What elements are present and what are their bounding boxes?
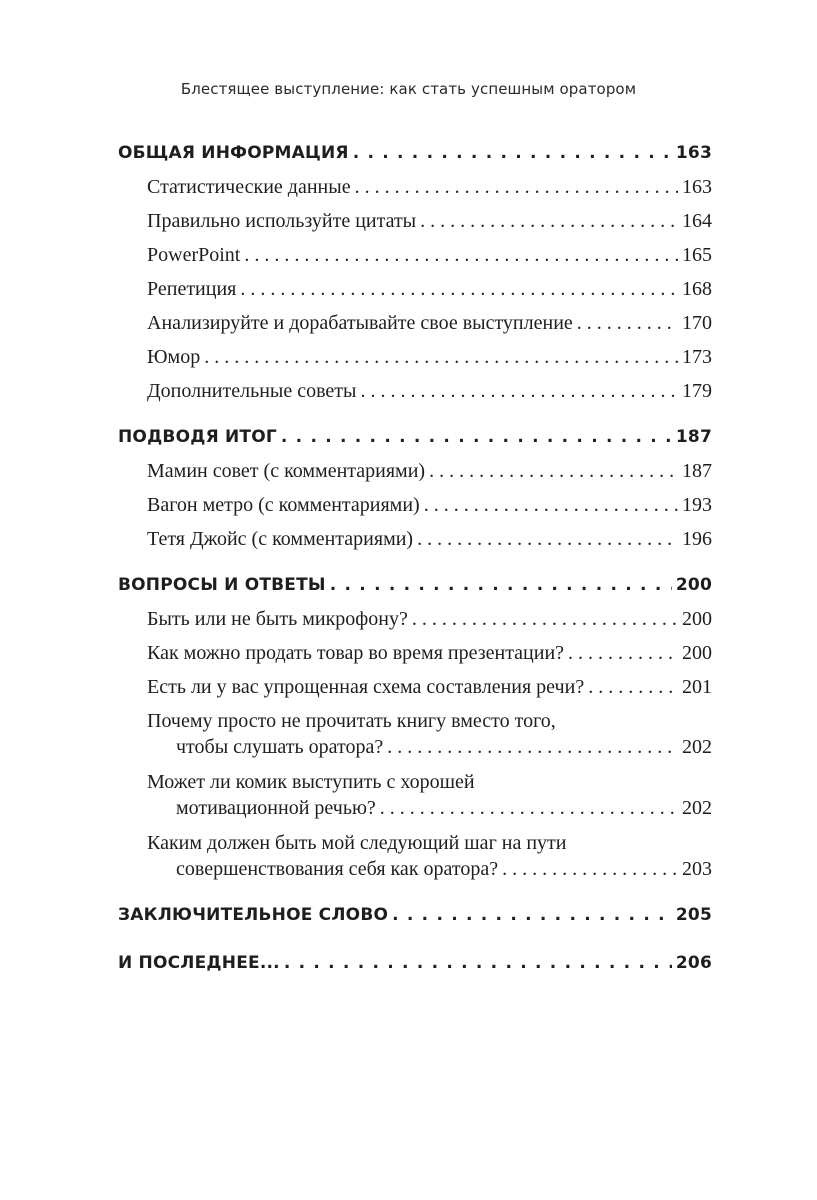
page-number: 193: [682, 494, 712, 516]
entry-title: Есть ли у вас упрощенная схема составления речи?: [147, 676, 585, 698]
toc-entry[interactable]: [147, 312, 712, 335]
leader-dots: [577, 312, 678, 335]
toc-entry[interactable]: [147, 380, 712, 403]
leader-dots: [355, 176, 678, 199]
page-number: 165: [682, 244, 712, 266]
page-number: 168: [682, 278, 712, 300]
entry-title: Мамин совет (с комментариями): [147, 460, 426, 482]
toc-entry[interactable]: [147, 528, 712, 551]
entry-title: Дополнительные советы: [147, 380, 357, 402]
toc-entry[interactable]: [176, 858, 712, 881]
leader-dots: [392, 905, 672, 925]
toc-section-qa[interactable]: [118, 575, 712, 595]
entry-title: Юмор: [147, 346, 201, 368]
page-number: 187: [682, 460, 712, 482]
toc-entry-line1[interactable]: Каким должен быть мой следующий шаг на пути: [147, 832, 567, 854]
leader-dots: [387, 736, 678, 759]
leader-dots: [588, 676, 678, 699]
toc-section-closing-word[interactable]: [118, 905, 712, 925]
page-number: 187: [675, 427, 712, 447]
leader-dots: [284, 953, 672, 973]
toc-entry-line1[interactable]: Может ли комик выступить с хорошей: [147, 771, 475, 793]
toc-entry[interactable]: [147, 346, 712, 369]
page-number: 163: [675, 143, 712, 163]
toc-section-summary[interactable]: [118, 427, 712, 447]
page-number: 206: [675, 953, 712, 973]
leader-dots: [380, 797, 678, 820]
running-head: Блестящее выступление: как стать успешным оратором: [180, 80, 637, 98]
toc-entry[interactable]: [147, 210, 712, 233]
toc-entry[interactable]: [176, 797, 712, 820]
page-number: 201: [682, 676, 712, 698]
entry-title: Тетя Джойс (с комментариями): [147, 528, 414, 550]
leader-dots: [429, 460, 678, 483]
entry-title: Как можно продать товар во время презентации?: [147, 642, 565, 664]
toc-entry-line1[interactable]: Почему просто не прочитать книгу вместо того,: [147, 710, 556, 732]
page-number: 170: [682, 312, 712, 334]
leader-dots: [353, 143, 672, 163]
entry-title: Репетиция: [147, 278, 237, 300]
entry-title: совершенствования себя как оратора?: [176, 858, 499, 880]
leader-dots: [424, 494, 678, 517]
toc-entry[interactable]: [147, 278, 712, 301]
entry-title: мотивационной речью?: [176, 797, 376, 819]
toc-entry[interactable]: [147, 244, 712, 267]
page-number: 200: [675, 575, 712, 595]
leader-dots: [330, 575, 672, 595]
toc-entry[interactable]: [147, 494, 712, 517]
section-title: ВОПРОСЫ И ОТВЕТЫ: [118, 575, 326, 595]
page-number: 200: [682, 608, 712, 630]
page-number: 173: [682, 346, 712, 368]
toc-entry[interactable]: [147, 676, 712, 699]
toc-entry[interactable]: [147, 642, 712, 665]
leader-dots: [281, 427, 672, 447]
section-title: ОБЩАЯ ИНФОРМАЦИЯ: [118, 143, 349, 163]
section-title: ЗАКЛЮЧИТЕЛЬНОЕ СЛОВО: [118, 905, 389, 925]
toc-section-last[interactable]: [118, 953, 712, 973]
entry-title: Правильно используйте цитаты: [147, 210, 417, 232]
page-number: 179: [682, 380, 712, 402]
leader-dots: [420, 210, 678, 233]
page-number: 163: [682, 176, 712, 198]
entry-title: Анализируйте и дорабатывайте свое выступление: [147, 312, 573, 334]
entry-title: PowerPoint: [147, 244, 241, 266]
entry-title: Статистические данные: [147, 176, 351, 198]
leader-dots: [244, 244, 678, 267]
entry-title: чтобы слушать оратора?: [176, 736, 384, 758]
page-number: 205: [675, 905, 712, 925]
page-number: 202: [682, 736, 712, 758]
toc-section-general-info[interactable]: [118, 143, 712, 163]
leader-dots: [240, 278, 678, 301]
toc-entry[interactable]: [147, 608, 712, 631]
page-number: 196: [682, 528, 712, 550]
page-number: 202: [682, 797, 712, 819]
toc-entry[interactable]: [147, 460, 712, 483]
toc-entry[interactable]: [176, 736, 712, 759]
entry-title: Быть или не быть микрофону?: [147, 608, 408, 630]
toc-entry[interactable]: [147, 176, 712, 199]
leader-dots: [502, 858, 678, 881]
leader-dots: [360, 380, 678, 403]
page-number: 164: [682, 210, 712, 232]
section-title: ПОДВОДЯ ИТОГ: [118, 427, 277, 447]
leader-dots: [568, 642, 678, 665]
page-number: 200: [682, 642, 712, 664]
leader-dots: [204, 346, 678, 369]
leader-dots: [412, 608, 678, 631]
leader-dots: [417, 528, 678, 551]
page-number: 203: [682, 858, 712, 880]
entry-title: Вагон метро (с комментариями): [147, 494, 420, 516]
section-title: И ПОСЛЕДНЕЕ...: [118, 953, 280, 973]
